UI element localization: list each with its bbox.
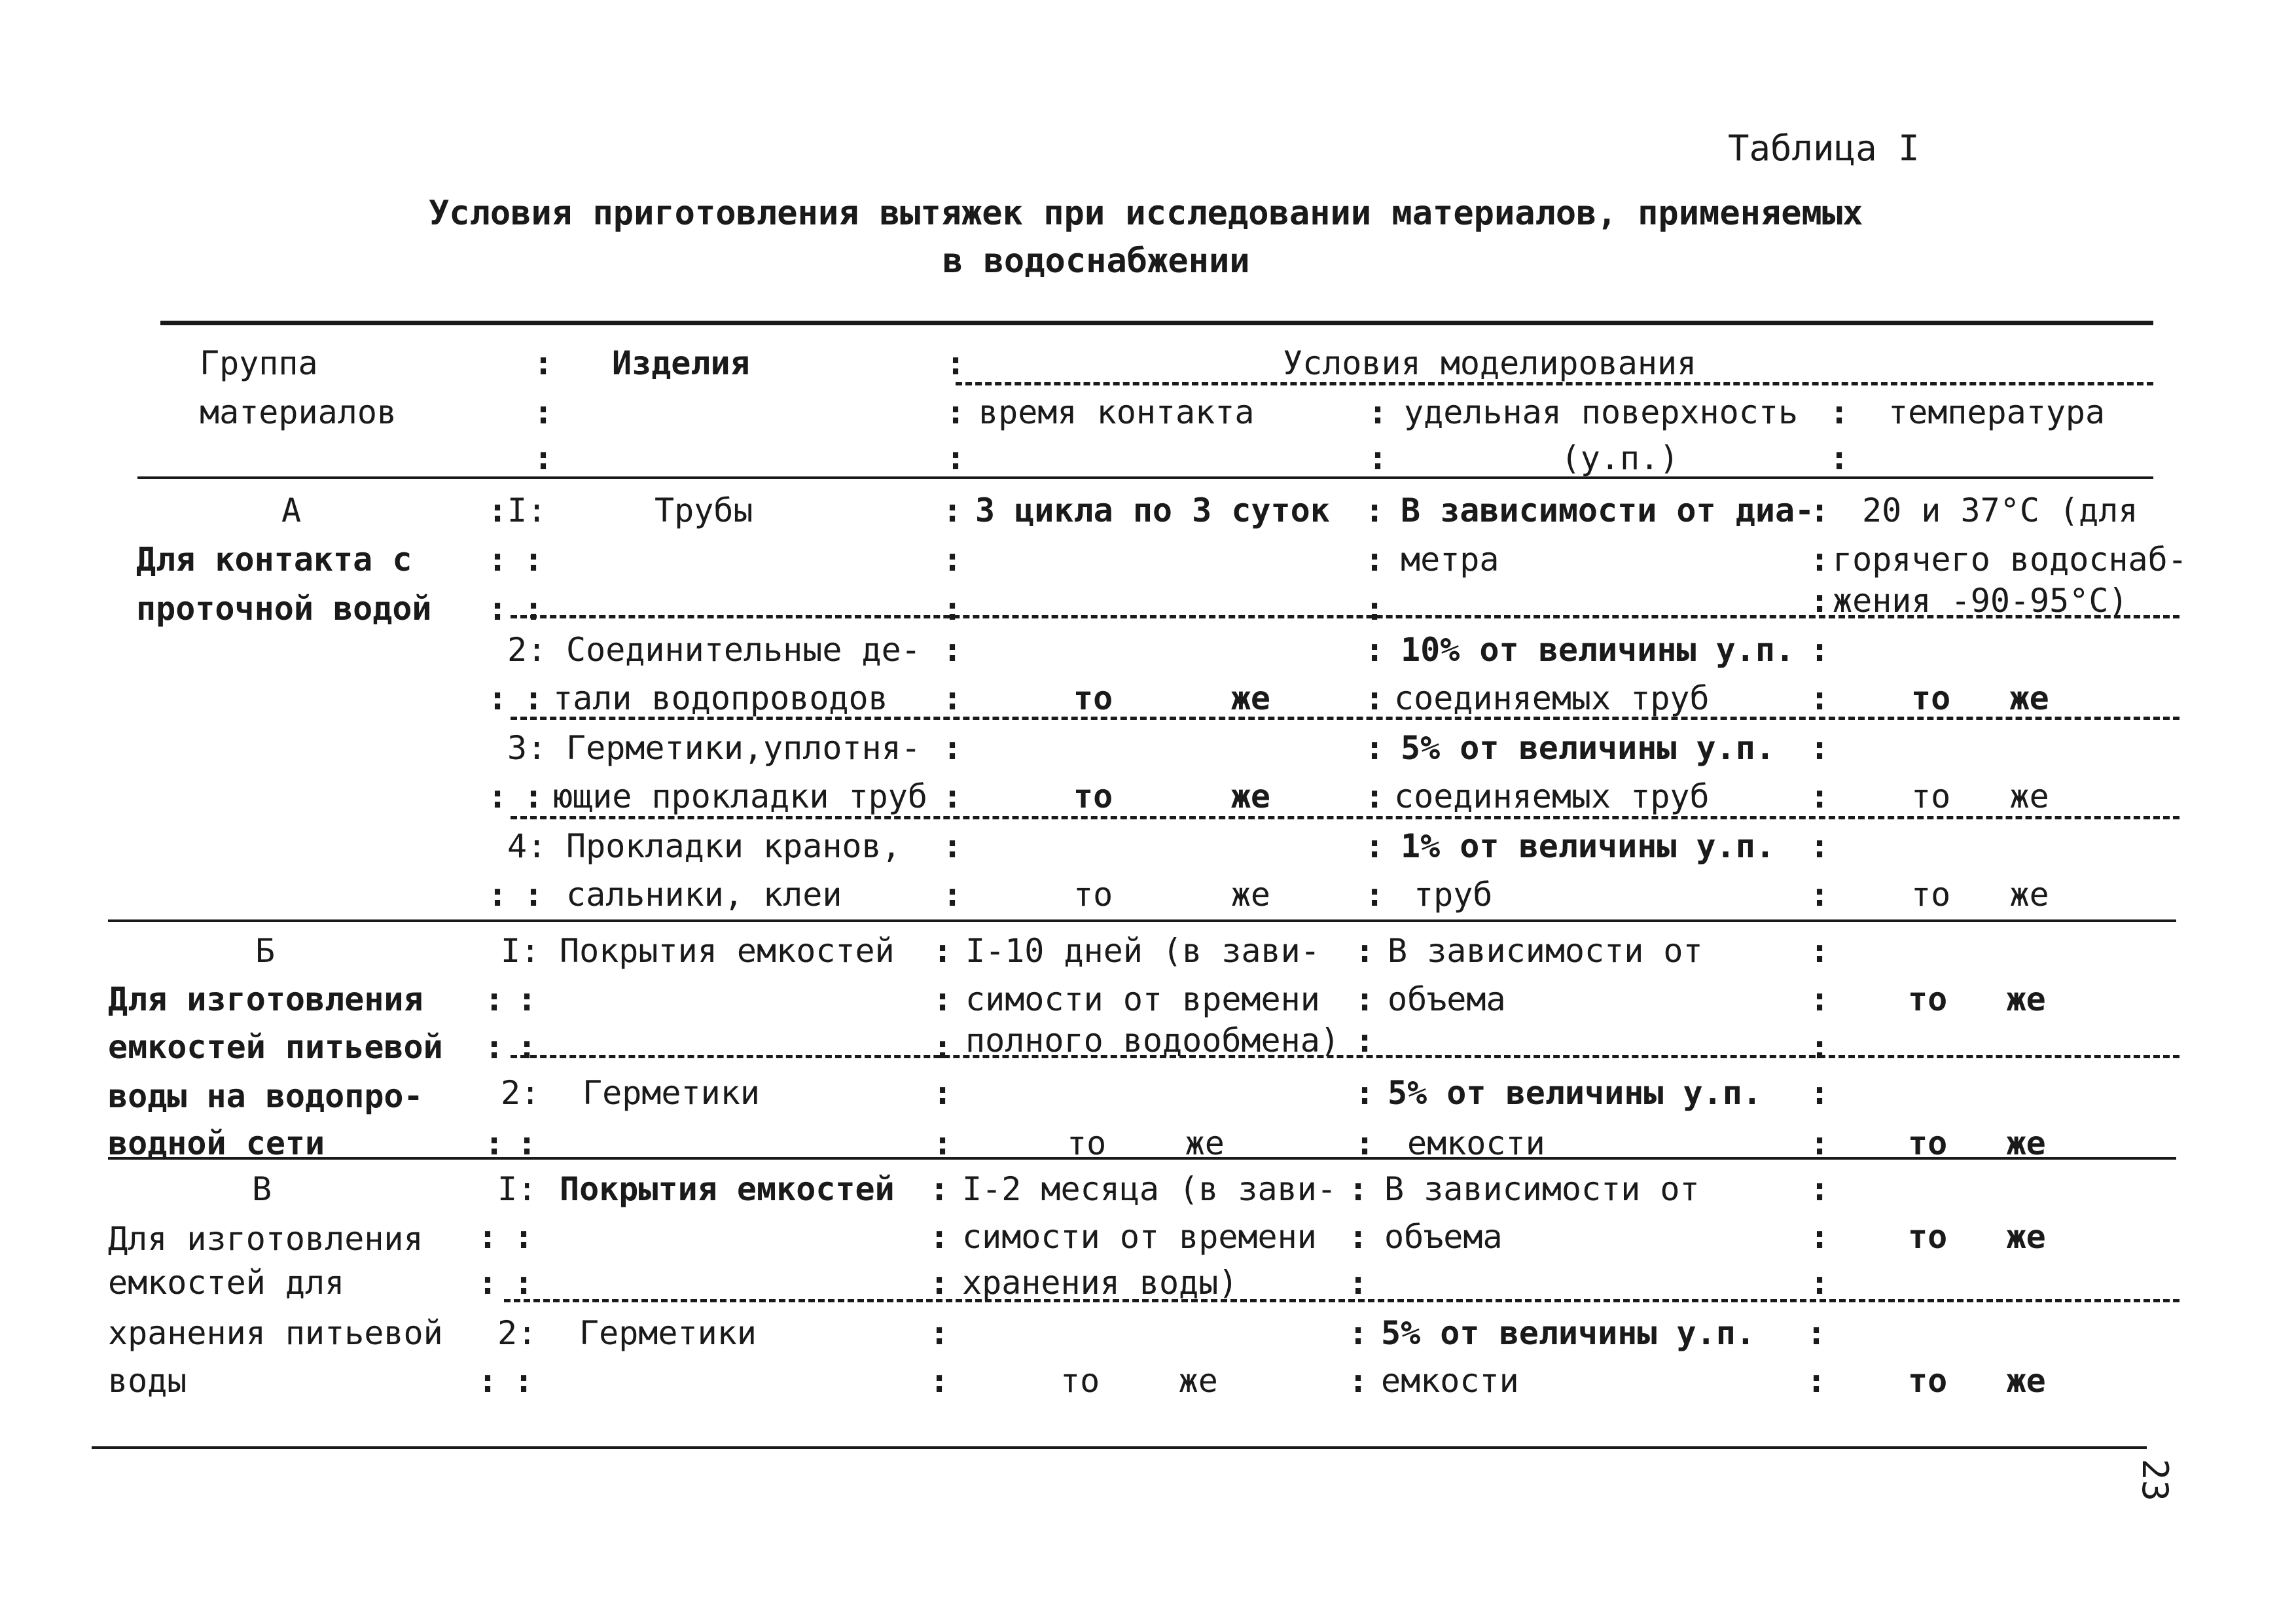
rowB2-item: Герметики: [583, 1074, 760, 1112]
colon: :: [933, 932, 953, 970]
colon: :: [533, 393, 554, 431]
rowV1-time1: I-2 месяца (в зави-: [962, 1170, 1336, 1208]
rowA3-dash: [511, 816, 2179, 819]
colon: :: [1368, 439, 1388, 477]
rowA4-surf1: 1% от величины у.п.: [1401, 827, 1775, 865]
colon: :: [929, 1170, 950, 1208]
rowA4-surf2: труб: [1414, 876, 1493, 914]
colon: :: [933, 1074, 953, 1112]
colon: :: [488, 876, 508, 914]
colon: :: [1810, 729, 1830, 767]
colon: :: [942, 729, 963, 767]
rowB2-surf2: емкости: [1407, 1124, 1545, 1162]
colon: :: [1348, 1170, 1369, 1208]
colon: :: [929, 1264, 950, 1302]
groupV-desc4: воды: [108, 1362, 187, 1400]
colon: :: [484, 1028, 505, 1066]
colon: :: [1810, 631, 1830, 669]
rowB1-surf1: В зависимости от: [1388, 932, 1703, 970]
rowA2-num: 2:: [507, 631, 547, 669]
colon: :: [488, 777, 508, 815]
colon: :: [1348, 1218, 1369, 1256]
colon: :: [1348, 1314, 1369, 1352]
colon: :: [946, 344, 966, 382]
rowA3-item2: ющие прокладки труб: [553, 777, 927, 815]
colon: :: [1810, 1170, 1830, 1208]
colon: :: [1810, 541, 1830, 579]
rowA1-temp3: жения -90-95°С): [1833, 582, 2128, 620]
table-label: Таблица I: [1728, 128, 1920, 169]
rowA2-time: то же: [1073, 679, 1271, 717]
conditions-underline: [956, 382, 2153, 385]
colon: :: [488, 590, 508, 628]
colon: :: [1829, 393, 1850, 431]
colon: :: [1810, 827, 1830, 865]
colon: :: [1355, 1074, 1375, 1112]
colon: :: [1810, 679, 1830, 717]
colon: :: [1355, 932, 1375, 970]
colon: :: [933, 1124, 953, 1162]
rowB1-num: I:: [501, 932, 541, 970]
colon: :: [1365, 827, 1385, 865]
rowB1-time3: полного водообмена): [965, 1022, 1340, 1060]
rowA4-item2: сальники, клеи: [566, 876, 842, 914]
colon: :: [1810, 1028, 1830, 1066]
colon: :: [1810, 980, 1830, 1018]
groupV-desc1: Для изготовления: [108, 1220, 423, 1258]
colon: :: [942, 541, 963, 579]
rowA1-num: I:: [507, 491, 547, 529]
rowV2-item: Герметики: [579, 1314, 757, 1352]
colon: :: [1810, 1264, 1830, 1302]
colon: :: [933, 980, 953, 1018]
col-contact-time: время контакта: [978, 393, 1255, 431]
colon: :: [1368, 393, 1388, 431]
colon: :: [524, 679, 544, 717]
colon: :: [517, 1028, 537, 1066]
colon: :: [1348, 1264, 1369, 1302]
colon: :: [1365, 590, 1385, 628]
colon: :: [1365, 876, 1385, 914]
rowV1-surf1: В зависимости от: [1384, 1170, 1700, 1208]
colon: :: [1810, 932, 1830, 970]
groupB-letter: Б: [255, 932, 276, 970]
colon: :: [533, 439, 554, 477]
col-temperature: температура: [1888, 393, 2106, 431]
groupV-letter: В: [251, 1170, 272, 1208]
groupA-desc2: проточной водой: [136, 590, 432, 628]
colon: :: [929, 1362, 950, 1400]
colon: :: [942, 827, 963, 865]
rowB1-time1: I-10 дней (в зави-: [965, 932, 1320, 970]
colon: :: [1355, 1124, 1375, 1162]
colon: :: [942, 876, 963, 914]
colon: :: [1810, 1074, 1830, 1112]
colon: :: [929, 1218, 950, 1256]
groupA-bottom-rule: [108, 919, 2176, 922]
page-number: 23: [2134, 1458, 2176, 1502]
rowB2-num: 2:: [501, 1074, 541, 1112]
rowA3-temp: то же: [1911, 777, 2049, 815]
colon: :: [1365, 541, 1385, 579]
col-surface-l1: удельная поверхность: [1404, 393, 1799, 431]
colon: :: [929, 1314, 950, 1352]
colon: :: [942, 631, 963, 669]
colon: :: [1810, 491, 1830, 529]
rowA4-item1: Прокладки кранов,: [566, 827, 901, 865]
colon: :: [524, 876, 544, 914]
rowB1-dash: [511, 1055, 2179, 1058]
rowA3-num: 3:: [507, 729, 547, 767]
rowA3-surf1: 5% от величины у.п.: [1401, 729, 1775, 767]
table-title-line1: Условия приготовления вытяжек при исследовании материалов, применяемых: [429, 194, 1863, 233]
col-conditions: Условия моделирования: [1283, 344, 1697, 382]
colon: :: [524, 777, 544, 815]
groupA-desc1: Для контакта с: [136, 541, 412, 579]
colon: :: [1829, 439, 1850, 477]
rowA4-temp: то же: [1911, 876, 2049, 914]
colon: :: [488, 541, 508, 579]
groupA-letter: А: [281, 491, 302, 529]
rowB1-temp: то же: [1908, 980, 2046, 1018]
rowA3-time: то же: [1073, 777, 1271, 815]
rowA2-temp: то же: [1911, 679, 2049, 717]
colon: :: [514, 1264, 534, 1302]
colon: :: [942, 491, 963, 529]
groupB-desc2: емкостей питьевой: [108, 1028, 443, 1066]
colon: :: [1365, 679, 1385, 717]
rowV2-num: 2:: [497, 1314, 537, 1352]
colon: :: [478, 1218, 498, 1256]
header-bottom-rule: [137, 476, 2153, 479]
table-bottom-rule: [92, 1446, 2147, 1449]
groupB-desc3: воды на водопро-: [108, 1077, 423, 1115]
rowV1-surf2: объема: [1384, 1218, 1503, 1256]
rowV1-dash: [504, 1299, 2179, 1302]
colon: :: [1355, 1022, 1375, 1060]
colon: :: [1348, 1362, 1369, 1400]
colon: :: [533, 344, 554, 382]
rowB1-surf2: объема: [1388, 980, 1506, 1018]
colon: :: [488, 679, 508, 717]
colon: :: [946, 439, 966, 477]
rowV1-time3: хранения воды): [962, 1264, 1238, 1302]
rowB2-temp: то же: [1908, 1124, 2046, 1162]
colon: :: [478, 1264, 498, 1302]
rowA4-time: то же: [1073, 876, 1271, 914]
colon: :: [484, 980, 505, 1018]
colon: :: [1806, 1362, 1827, 1400]
col-group-l2: материалов: [200, 393, 397, 431]
rowV2-time: то же: [1060, 1362, 1218, 1400]
rowV2-surf2: емкости: [1381, 1362, 1519, 1400]
rowA1-surf1: В зависимости от диа-: [1401, 491, 1815, 529]
rowA4-num: 4:: [507, 827, 547, 865]
colon: :: [524, 590, 544, 628]
colon: :: [1355, 980, 1375, 1018]
rowV1-temp: то же: [1908, 1218, 2046, 1256]
colon: :: [514, 1362, 534, 1400]
groupB-desc4: водной сети: [108, 1124, 325, 1162]
top-rule: [160, 321, 2153, 325]
colon: :: [946, 393, 966, 431]
rowV2-temp: то же: [1908, 1362, 2046, 1400]
rowA1-item: Трубы: [655, 491, 753, 529]
rowA2-item1: Соединительные де-: [566, 631, 921, 669]
col-items: Изделия: [612, 344, 750, 382]
rowV1-item: Покрытия емкостей: [560, 1170, 895, 1208]
colon: :: [478, 1362, 498, 1400]
colon: :: [524, 541, 544, 579]
rowV2-surf1: 5% от величины у.п.: [1381, 1314, 1755, 1352]
rowA2-surf1: 10% от величины у.п.: [1401, 631, 1795, 669]
groupB-desc1: Для изготовления: [108, 980, 423, 1018]
col-group-l1: Группа: [200, 344, 318, 382]
rowB2-surf1: 5% от величины у.п.: [1388, 1074, 1762, 1112]
colon: :: [1365, 491, 1385, 529]
colon: :: [942, 777, 963, 815]
rowA1-time: 3 цикла по 3 суток: [975, 491, 1330, 529]
rowV1-num: I:: [497, 1170, 537, 1208]
colon: :: [1365, 631, 1385, 669]
colon: :: [1810, 582, 1830, 620]
rowB2-time: то же: [1067, 1124, 1225, 1162]
colon: :: [517, 980, 537, 1018]
rowA2-surf2: соединяемых труб: [1394, 679, 1710, 717]
colon: :: [517, 1124, 537, 1162]
rowA1-surf2: метра: [1401, 541, 1499, 579]
groupV-desc2: емкостей для: [108, 1264, 345, 1302]
rowA3-item1: Герметики,уплотня-: [566, 729, 921, 767]
colon: :: [933, 1028, 953, 1066]
colon: :: [1365, 729, 1385, 767]
colon: :: [1810, 777, 1830, 815]
colon: :: [488, 491, 508, 529]
colon: :: [1810, 1218, 1830, 1256]
rowA3-surf2: соединяемых труб: [1394, 777, 1710, 815]
colon: :: [942, 590, 963, 628]
colon: :: [484, 1124, 505, 1162]
colon: :: [1365, 777, 1385, 815]
rowA1-temp2: горячего водоснаб-: [1833, 541, 2187, 579]
col-surface-l2: (у.п.): [1560, 439, 1679, 477]
colon: :: [1806, 1314, 1827, 1352]
groupV-desc3: хранения питьевой: [108, 1314, 443, 1352]
rowV1-time2: симости от времени: [962, 1218, 1317, 1256]
rowB1-item: Покрытия емкостей: [560, 932, 895, 970]
table-title-line2: в водоснабжении: [942, 241, 1250, 281]
rowB1-time2: симости от времени: [965, 980, 1320, 1018]
colon: :: [942, 679, 963, 717]
colon: :: [514, 1218, 534, 1256]
rowA1-temp1: 20 и 37°С (для: [1862, 491, 2138, 529]
colon: :: [1810, 1124, 1830, 1162]
rowA2-item2: тали водопроводов: [553, 679, 888, 717]
colon: :: [1810, 876, 1830, 914]
